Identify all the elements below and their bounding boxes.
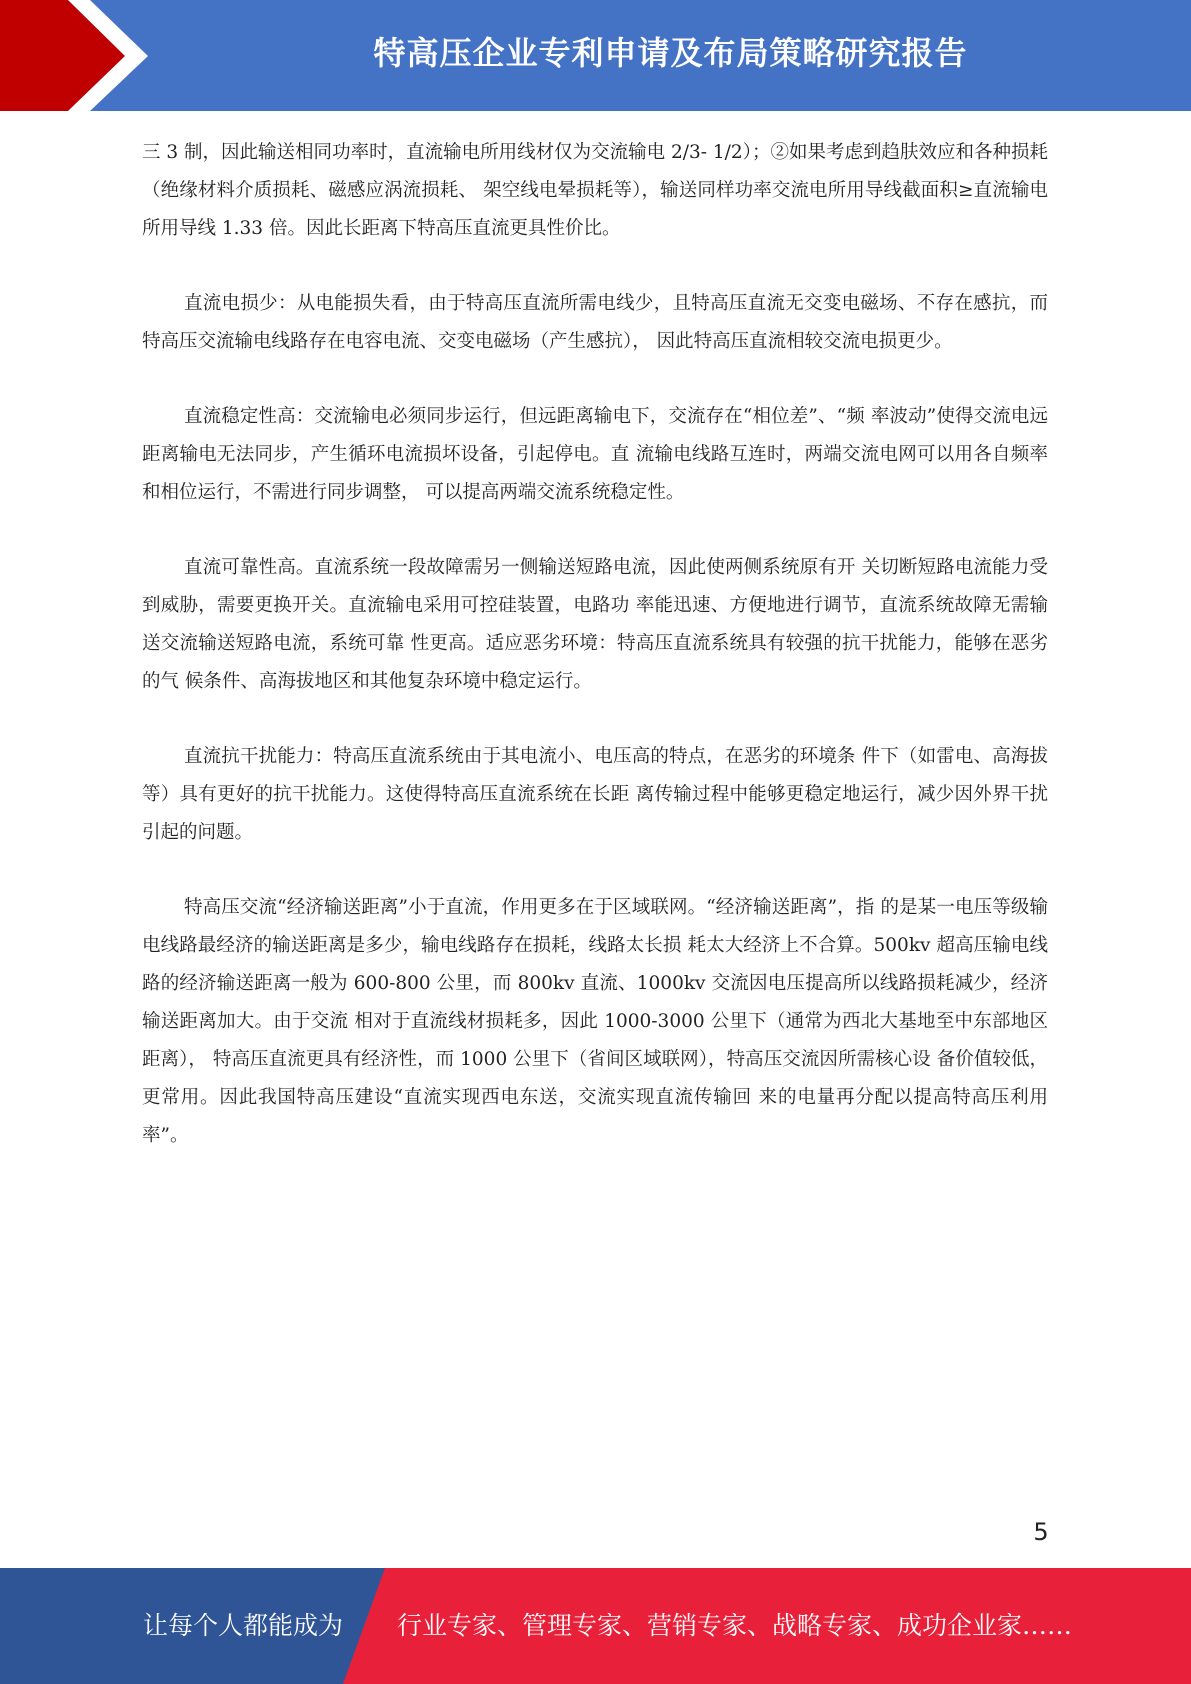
footer-slogan-lead: 让每个人都能成为 xyxy=(143,1611,344,1640)
footer-slogan-roles: 行业专家、管理专家、营销专家、战略专家、成功企业家…… xyxy=(397,1611,1073,1640)
paragraph: 特高压交流“经济输送距离”小于直流，作用更多在于区域联网。“经济输送距离”，指 的是某一电压等级输电线路最经济的输送距离是多少，输电线路存在损耗，线路太长损 耗太大经济上不合算。500kv 超高压输电线路的经济输送距离一般为 600-800 公里，而 800kv 直流、1000kv 交流因电压提高所以线路损耗减少，经济输送距离加大。由于交流 相对于直流线材损耗多，因此 1000-3000 公里下（通常为西北大基地至中东部地区距离）， 特高压直流更具有经济性，而 1000 公里下（省间区域联网），特高压交流因所需核心设 备价值较低，更常用。因此我国特高压建设“直流实现西电东送，交流实现直流传输回 来的电量再分配以提高特高压利用率”。 xyxy=(142,897,1048,1146)
document-body xyxy=(142,134,1048,1192)
paragraph: 三 3 制，因此输送相同功率时，直流输电所用线材仅为交流输电 2/3- 1/2）；②如果考虑到趋肤效应和各种损耗（绝缘材料介质损耗、磁感应涡流损耗、 架空线电晕损耗等），输送同样功率交流电所用导线截面积≥直流输电所用导线 1.33 倍。因此长距离下特高压直流更具性价比。 xyxy=(142,142,1048,239)
paragraph: 直流抗干扰能力：特高压直流系统由于其电流小、电压高的特点，在恶劣的环境条 件下（如雷电、高海拔等）具有更好的抗干扰能力。这使得特高压直流系统在长距 离传输过程中能够更稳定地运行，减少因外界干扰引起的问题。 xyxy=(142,746,1048,843)
page-footer xyxy=(0,1568,1191,1684)
paragraph: 直流电损少：从电能损失看，由于特高压直流所需电线少，且特高压直流无交变电磁场、不存在感抗，而特高压交流输电线路存在电容电流、交变电磁场（产生感抗）， 因此特高压直流相较交流电损更少。 xyxy=(142,293,1048,352)
paragraph: 直流稳定性高：交流输电必须同步运行，但远距离输电下，交流存在“相位差”、“频 率波动”使得交流电远距离输电无法同步，产生循环电流损坏设备，引起停电。直 流输电线路互连时，两端交流电网可以用各自频率和相位运行，不需进行同步调整， 可以提高两端交流系统稳定性。 xyxy=(142,406,1048,503)
page-header xyxy=(0,0,1191,111)
paragraph: 直流可靠性高。直流系统一段故障需另一侧输送短路电流，因此使两侧系统原有开 关切断短路电流能力受到威胁，需要更换开关。直流输电采用可控硅装置，电路功 率能迅速、方便地进行调节，直流系统故障无需输送交流输送短路电流，系统可靠 性更高。适应恶劣环境：特高压直流系统具有较强的抗干扰能力，能够在恶劣的气 候条件、高海拔地区和其他复杂环境中稳定运行。 xyxy=(142,557,1048,692)
page-title: 特高压企业专利申请及布局策略研究报告 xyxy=(373,34,968,72)
page-number: 5 xyxy=(1033,1518,1049,1546)
